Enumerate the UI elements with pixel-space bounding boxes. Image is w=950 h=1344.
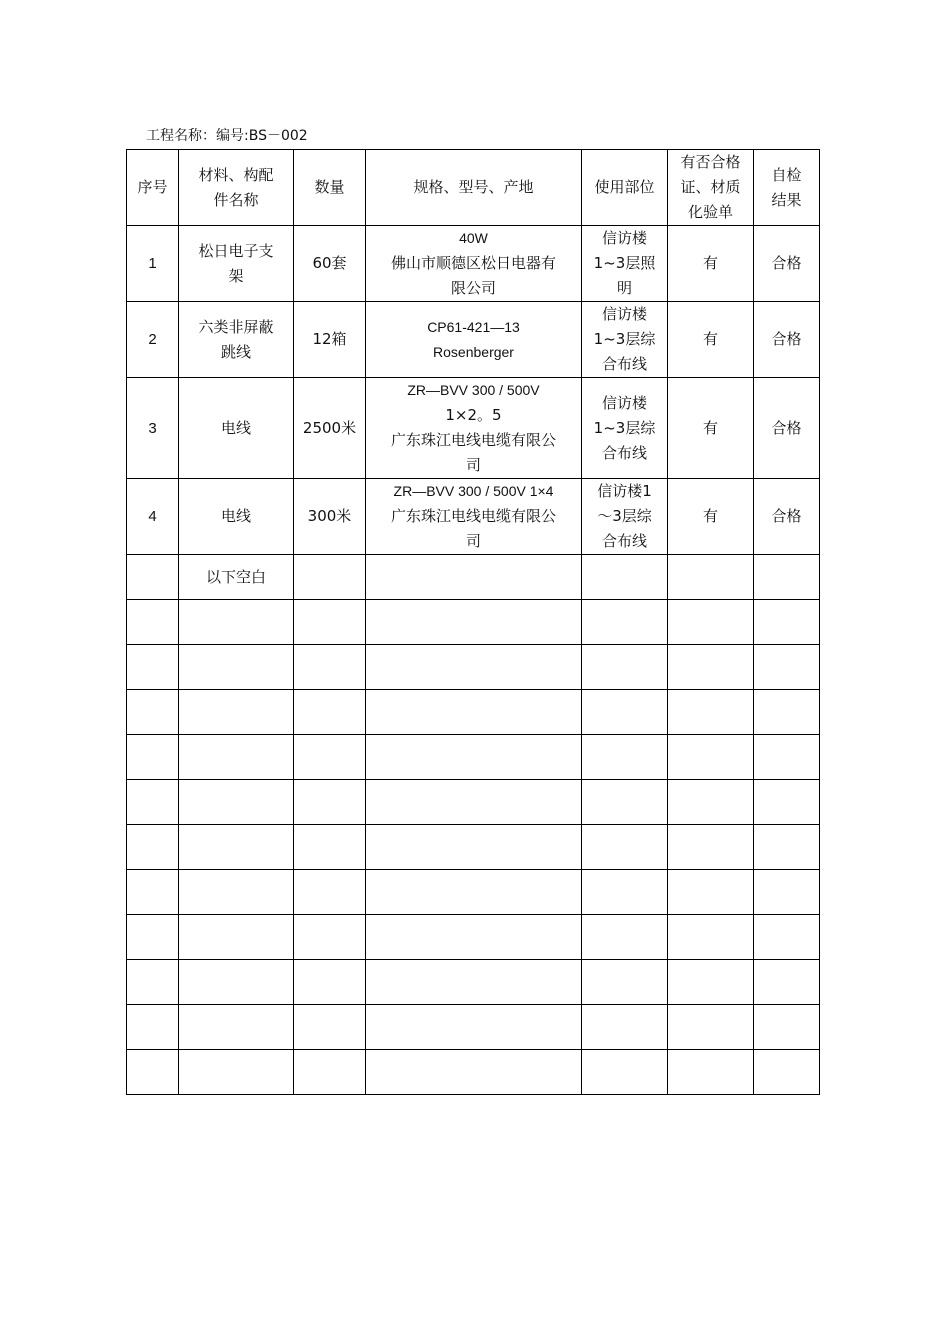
blank-row [127, 915, 820, 960]
empty-cell [179, 1005, 294, 1050]
empty-cell [179, 915, 294, 960]
table-header-row [127, 150, 820, 226]
header-location: 使用部位 [582, 150, 668, 226]
row-spec: 40W 佛山市顺德区松日电器有 限公司 [366, 226, 582, 302]
row-no: 2 [127, 302, 179, 378]
empty-cell [582, 555, 668, 600]
blank-row [127, 735, 820, 780]
empty-cell [294, 1050, 366, 1095]
blank-row [127, 645, 820, 690]
empty-cell [668, 915, 754, 960]
empty-cell [754, 1050, 820, 1095]
empty-cell [127, 825, 179, 870]
row-spec: ZR—BVV 300 / 500V 1×4 广东珠江电线电缆有限公 司 [366, 479, 582, 555]
empty-cell [582, 645, 668, 690]
empty-cell [179, 600, 294, 645]
row-quantity: 2500米 [294, 378, 366, 479]
row-certificate: 有 [668, 226, 754, 302]
empty-cell [754, 735, 820, 780]
end-note: 以下空白 [179, 555, 294, 600]
empty-cell [294, 735, 366, 780]
row-quantity: 12箱 [294, 302, 366, 378]
row-self-check: 合格 [754, 479, 820, 555]
empty-cell [668, 960, 754, 1005]
empty-cell [366, 555, 582, 600]
empty-cell [179, 780, 294, 825]
empty-cell [668, 1005, 754, 1050]
header-self-check: 自检 结果 [754, 150, 820, 226]
empty-cell [668, 555, 754, 600]
empty-cell [127, 870, 179, 915]
header-quantity: 数量 [294, 150, 366, 226]
empty-cell [366, 870, 582, 915]
empty-cell [668, 780, 754, 825]
empty-cell [754, 780, 820, 825]
empty-cell [582, 1005, 668, 1050]
empty-cell [294, 1005, 366, 1050]
row-self-check: 合格 [754, 302, 820, 378]
empty-cell [582, 735, 668, 780]
empty-cell [754, 870, 820, 915]
row-no: 4 [127, 479, 179, 555]
empty-cell [668, 645, 754, 690]
empty-cell [366, 735, 582, 780]
empty-cell [127, 780, 179, 825]
blank-row [127, 870, 820, 915]
empty-cell [127, 735, 179, 780]
blank-row [127, 690, 820, 735]
row-material-name: 松日电子支 架 [179, 226, 294, 302]
empty-cell [294, 870, 366, 915]
empty-cell [179, 735, 294, 780]
empty-cell [294, 960, 366, 1005]
empty-cell [294, 690, 366, 735]
empty-cell [582, 780, 668, 825]
row-no: 1 [127, 226, 179, 302]
materials-table [126, 149, 820, 1095]
empty-cell [366, 690, 582, 735]
row-location: 信访楼1 ～3层综 合布线 [582, 479, 668, 555]
empty-cell [754, 690, 820, 735]
empty-cell [668, 870, 754, 915]
row-quantity: 300米 [294, 479, 366, 555]
empty-cell [127, 960, 179, 1005]
header-certificate: 有否合格 证、材质 化验单 [668, 150, 754, 226]
row-quantity: 60套 [294, 226, 366, 302]
row-certificate: 有 [668, 479, 754, 555]
row-spec: ZR—BVV 300 / 500V 1×2。5 广东珠江电线电缆有限公 司 [366, 378, 582, 479]
row-certificate: 有 [668, 378, 754, 479]
empty-cell [582, 690, 668, 735]
empty-cell [754, 645, 820, 690]
empty-cell [294, 600, 366, 645]
row-no: 3 [127, 378, 179, 479]
empty-cell [294, 825, 366, 870]
blank-row [127, 780, 820, 825]
empty-cell [179, 1050, 294, 1095]
empty-cell [668, 735, 754, 780]
blank-row [127, 600, 820, 645]
empty-cell [294, 915, 366, 960]
blank-row [127, 825, 820, 870]
header-material-name: 材料、构配 件名称 [179, 150, 294, 226]
empty-cell [366, 825, 582, 870]
row-material-name: 电线 [179, 479, 294, 555]
empty-cell [127, 1050, 179, 1095]
empty-cell [582, 600, 668, 645]
empty-cell [668, 825, 754, 870]
row-material-name: 六类非屏蔽 跳线 [179, 302, 294, 378]
empty-cell [179, 870, 294, 915]
header-no: 序号 [127, 150, 179, 226]
empty-cell [179, 960, 294, 1005]
table-row [127, 302, 820, 378]
empty-cell [754, 555, 820, 600]
row-location: 信访楼 1~3层综 合布线 [582, 378, 668, 479]
project-header: 工程名称：编号:BS－002 [146, 128, 308, 144]
empty-cell [366, 1005, 582, 1050]
empty-cell [366, 960, 582, 1005]
empty-cell [294, 555, 366, 600]
empty-cell [366, 645, 582, 690]
row-certificate: 有 [668, 302, 754, 378]
empty-cell [582, 915, 668, 960]
blank-row [127, 960, 820, 1005]
empty-cell [127, 690, 179, 735]
empty-cell [754, 600, 820, 645]
empty-cell [179, 645, 294, 690]
blank-row [127, 1005, 820, 1050]
empty-cell [127, 915, 179, 960]
table-row [127, 226, 820, 302]
empty-cell [366, 600, 582, 645]
empty-cell [127, 1005, 179, 1050]
empty-cell [754, 915, 820, 960]
table-row [127, 479, 820, 555]
empty-cell [179, 690, 294, 735]
table-row [127, 378, 820, 479]
empty-cell [294, 645, 366, 690]
row-self-check: 合格 [754, 378, 820, 479]
row-material-name: 电线 [179, 378, 294, 479]
row-spec: CP61-421—13 Rosenberger [366, 302, 582, 378]
empty-cell [668, 690, 754, 735]
empty-cell [668, 600, 754, 645]
empty-cell [754, 825, 820, 870]
empty-cell [754, 960, 820, 1005]
end-note-row [127, 555, 820, 600]
empty-cell [127, 600, 179, 645]
empty-cell [582, 870, 668, 915]
row-location: 信访楼 1~3层综 合布线 [582, 302, 668, 378]
empty-cell [179, 825, 294, 870]
empty-cell [294, 780, 366, 825]
empty-cell [127, 555, 179, 600]
empty-cell [127, 645, 179, 690]
row-location: 信访楼 1~3层照 明 [582, 226, 668, 302]
empty-cell [754, 1005, 820, 1050]
empty-cell [668, 1050, 754, 1095]
row-self-check: 合格 [754, 226, 820, 302]
empty-cell [582, 825, 668, 870]
empty-cell [582, 960, 668, 1005]
empty-cell [582, 1050, 668, 1095]
empty-cell [366, 915, 582, 960]
empty-cell [366, 780, 582, 825]
header-spec: 规格、型号、产地 [366, 150, 582, 226]
blank-row [127, 1050, 820, 1095]
empty-cell [366, 1050, 582, 1095]
